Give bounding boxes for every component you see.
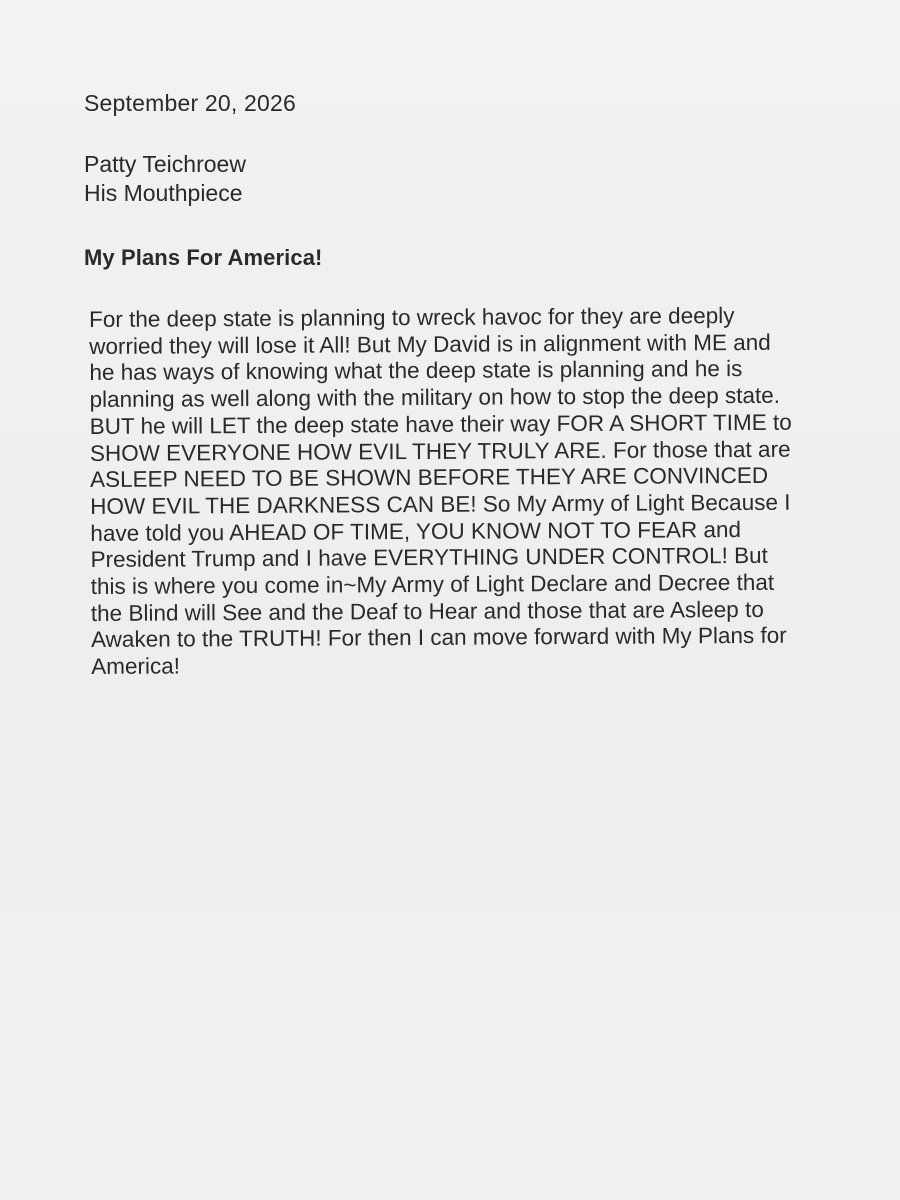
- body-line: HOW EVIL THE DARKNESS CAN BE! So My Army of Light Because I: [90, 489, 791, 519]
- body-line: the Blind will See and the Deaf to Hear and those that are Asleep to: [90, 596, 764, 626]
- letter-title: My Plans For America!: [84, 245, 323, 270]
- letter-date: September 20, 2026: [84, 90, 297, 116]
- body-line: Awaken to the TRUTH! For then I can move forward with My Plans for: [90, 623, 787, 653]
- body-line: For the deep state is planning to wreck havoc for they are deeply: [89, 303, 735, 332]
- body-line: BUT he will LET the deep state have their way FOR A SHORT TIME to: [89, 409, 792, 439]
- body-line: he has ways of knowing what the deep state is planning and he is: [89, 356, 743, 386]
- body-line: America!: [91, 653, 181, 680]
- body-line: SHOW EVERYONE HOW EVIL THEY TRULY ARE. For those that are: [89, 436, 791, 466]
- letter-body: [89, 302, 891, 681]
- body-line: this is where you come in~My Army of Light Declare and Decree that: [90, 569, 775, 600]
- author-role: His Mouthpiece: [84, 180, 243, 206]
- body-line: have told you AHEAD OF TIME, YOU KNOW NOT TO FEAR and: [90, 516, 742, 546]
- body-line: worried they will lose it All! But My David is in alignment with ME and: [89, 329, 771, 359]
- author-block: [84, 150, 246, 208]
- body-line: ASLEEP NEED TO BE SHOWN BEFORE THEY ARE CONVINCED: [89, 463, 769, 493]
- author-name: Patty Teichroew: [84, 151, 246, 177]
- body-line: planning as well along with the military on how to stop the deep state.: [89, 382, 781, 413]
- body-line: President Trump and I have EVERYTHING UNDER CONTROL! But: [90, 543, 768, 573]
